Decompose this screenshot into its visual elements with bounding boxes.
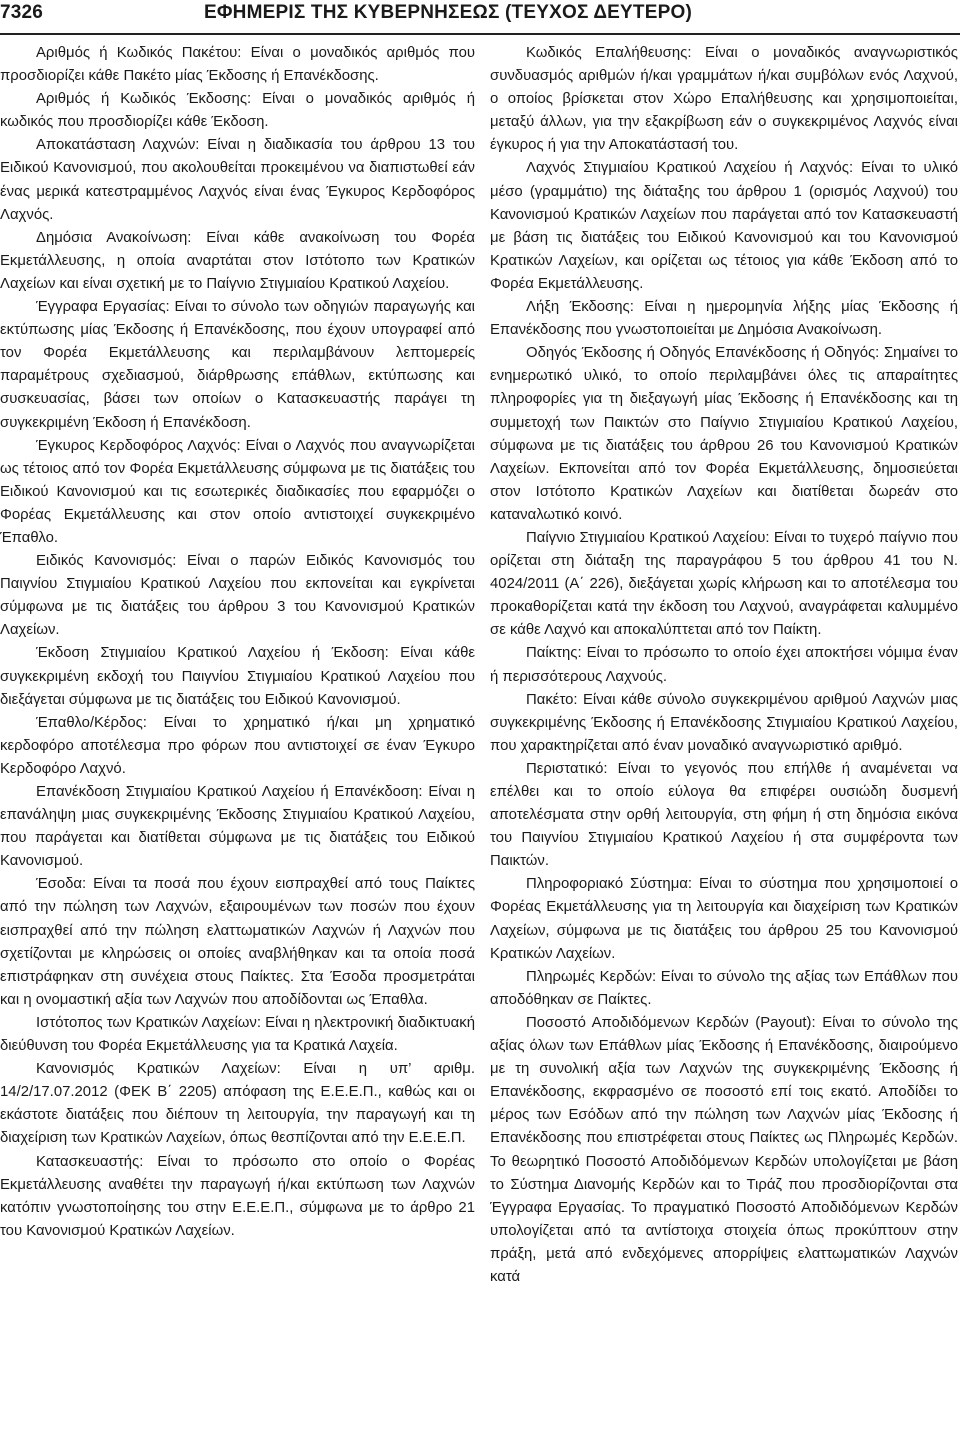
- definition-paragraph: Επανέκδοση Στιγμιαίου Κρατικού Λαχείου ή Επανέκδοση: Είναι η επανάληψη μιας συγκεκριμένης Έκδοσης Στιγμιαίου Κρατικού Λαχείου, που παράγεται και διατίθεται σύμφωνα με τις διατάξεις του Ειδικού Κανονισμού.: [0, 784, 475, 870]
- definition-paragraph: Έπαθλο/Κέρδος: Είναι το χρηματικό ή/και μη χρηματικό κερδοφόρο αποτέλεσμα προ φόρων που αντιστοιχεί σε έναν Έγκυρο Κερδοφόρο Λαχνό.: [0, 714, 475, 777]
- definition-paragraph: Πληρωμές Κερδών: Είναι το σύνολο της αξίας των Επάθλων που αποδόθηκαν σε Παίκτες.: [490, 968, 958, 1008]
- definition-paragraph: Παίγνιο Στιγμιαίου Κρατικού Λαχείου: Είναι το τυχερό παίγνιο που ορίζεται στη διάταξη της παραγράφου 5 του άρθρου 41 του Ν. 4024/2011 (Α΄ 226), διεξάγεται χωρίς κλήρωση και το αποτέλεσμα του προκαθορίζεται κατά την έκδοση του Λαχνού, αναγράφεται καλυμμένο σε κάθε Λαχνό και αποκαλύπτεται από τον Παίκτη.: [490, 529, 958, 639]
- definition-paragraph: Αποκατάσταση Λαχνών: Είναι η διαδικασία του άρθρου 13 του Ειδικού Κανονισμού, που ακολουθείται προκειμένου να διαπιστωθεί εάν ένας μερικά κατεστραμμένος Λαχνός είναι ένας Έγκυρος Κερδοφόρος Λαχνός.: [0, 137, 475, 223]
- definition-paragraph: Πακέτο: Είναι κάθε σύνολο συγκεκριμένου αριθμού Λαχνών μιας συγκεκριμένης Έκδοσης ή Επανέκδοσης Στιγμιαίου Κρατικού Λαχείου, που χαρακτηρίζεται από έναν μοναδικό αναγνωριστικό αριθμό.: [490, 691, 958, 754]
- definition-paragraph: Περιστατικό: Είναι το γεγονός που επήλθε ή αναμένεται να επέλθει και το οποίο εύλογα θα επιφέρει ουσιώδη δυσμενή αποτελέσματα στην ορθή λειτουργία, στη φήμη ή στη δημόσια εικόνα του Παιγνίου Στιγμιαίου Κρατικού Λαχείου ή στα συμφέροντα των Παικτών.: [490, 760, 958, 870]
- definition-paragraph: Κατασκευαστής: Είναι το πρόσωπο στο οποίο ο Φορέας Εκμετάλλευσης αναθέτει την παραγωγή ή/και εκτύπωση των Λαχνών κατόπιν γνωστοποίησης του στην Ε.Ε.Ε.Π., σύμφωνα με το άρθρο 21 του Κανονισμού Κρατικών Λαχείων.: [0, 1153, 475, 1239]
- definition-paragraph: Λαχνός Στιγμιαίου Κρατικού Λαχείου ή Λαχνός: Είναι το υλικό μέσο (γραμμάτιο) της διάταξης του άρθρου 1 (ορισμός Λαχνού) του Κανονισμού Κρατικών Λαχείων που παράγεται από τον Κατασκευαστή με βάση τις διατάξεις του Ειδικού Κανονισμού και του Κανονισμού Κρατικών Λαχείων, και ορίζεται ως τέτοιος για κάθε Έκδοση από το Φορέα Εκμετάλλευσης.: [490, 160, 958, 292]
- definition-paragraph: Δημόσια Ανακοίνωση: Είναι κάθε ανακοίνωση του Φορέα Εκμετάλλευσης, η οποία αναρτάται στον Ιστότοπο των Κρατικών Λαχείων και είναι σχετική με το Παίγνιο Στιγμιαίου Κρατικού Λαχείου.: [0, 229, 475, 292]
- definition-paragraph: Ειδικός Κανονισμός: Είναι ο παρών Ειδικός Κανονισμός του Παιγνίου Στιγμιαίου Κρατικού Λαχείου που εκπονείται και εγκρίνεται σύμφωνα με τις διατάξεις του άρθρου 3 του Κανονισμού Κρατικών Λαχείων.: [0, 553, 475, 639]
- definition-paragraph: Παίκτης: Είναι το πρόσωπο το οποίο έχει αποκτήσει νόμιμα έναν ή περισσότερους Λαχνούς.: [490, 645, 958, 685]
- definition-paragraph: Κανονισμός Κρατικών Λαχείων: Είναι η υπ’ αριθμ. 14/2/17.07.2012 (ΦΕΚ Β΄ 2205) απόφαση της Ε.Ε.Ε.Π., καθώς και οι εκάστοτε διατάξεις που διέπουν τη λειτουργία, την παραγωγή και τη διαχείριση των Κρατικών Λαχείων, όπως θεσπίζονται από την Ε.Ε.Ε.Π.: [0, 1061, 475, 1147]
- definition-paragraph: Αριθμός ή Κωδικός Έκδοσης: Είναι ο μοναδικός αριθμός ή κωδικός που προσδιορίζει κάθε Έκδοση.: [0, 91, 475, 131]
- right-column: [490, 42, 958, 1289]
- definition-paragraph: Ποσοστό Αποδιδόμενων Κερδών (Payout): Είναι το σύνολο της αξίας όλων των Επάθλων μίας Έκδοσης ή Επανέκδοσης, διαιρούμενο με τη συνολική αξία των Λαχνών της συγκεκριμένης Έκδοσης ή Επανέκδοσης, εκφρασμένο σε ποσοστό επί τοις εκατό. Αποδίδει το μέρος των Εσόδων από την πώληση των Λαχνών μίας Έκδοσης ή Επανέκδοσης που επιστρέφεται στους Παίκτες ως Πληρωμές Κερδών. Το θεωρητικό Ποσοστό Αποδιδόμενων Κερδών υπολογίζεται με βάση το Σύστημα Διανομής Κερδών και το Τιράζ που προσδιορίζονται στα Έγγραφα Εργασίας. Το πραγματικό Ποσοστό Αποδιδόμενων Κερδών υπολογίζεται από τα αντίστοιχα στοιχεία όπως προκύπτουν στην πράξη, μετά από ενδεχόμενες απορρίψεις ελαττωματικών Λαχνών κατά: [490, 1014, 958, 1285]
- definition-paragraph: Πληροφοριακό Σύστημα: Είναι το σύστημα που χρησιμοποιεί ο Φορέας Εκμετάλλευσης για τη λειτουργία και διαχείριση των Κρατικών Λαχείων, σύμφωνα με τις διατάξεις του άρθρου 25 του Κανονισμού Κρατικών Λαχείων.: [490, 876, 958, 962]
- definition-paragraph: Οδηγός Έκδοσης ή Οδηγός Επανέκδοσης ή Οδηγός: Σημαίνει το ενημερωτικό υλικό, το οποίο περιλαμβάνει όλες τις απαραίτητες πληροφορίες για τη διεξαγωγή μίας Έκδοσης ή Επανέκδοσης και τη συμμετοχή των Παικτών στο Παίγνιο Στιγμιαίου Κρατικού Λαχείου, σύμφωνα με τις διατάξεις του άρθρου 26 του Κανονισμού Κρατικών Λαχείων. Εκπονείται από τον Φορέα Εκμετάλλευσης, δημοσιεύεται στον Ιστότοπο Κρατικών Λαχείων και διατίθεται δωρεάν στο καταναλωτικό κοινό.: [490, 345, 958, 523]
- definition-paragraph: Κωδικός Επαλήθευσης: Είναι ο μοναδικός αναγνωριστικός συνδυασμός αριθμών ή/και γραμμάτων ή/και συμβόλων ενός Λαχνού, ο οποίος βρίσκεται στον Χώρο Επαλήθευσης και χρησιμοποιείται, μεταξύ άλλων, για την εξακρίβωση εάν ο συγκεκριμένος Λαχνός είναι έγκυρος ή για την Αποκατάστασή του.: [490, 45, 958, 154]
- definition-paragraph: Έσοδα: Είναι τα ποσά που έχουν εισπραχθεί από τους Παίκτες από την πώληση των Λαχνών, εξαιρουμένων των ποσών που έχουν εισπραχθεί από την πώληση ελαττωματικών Λαχνών ή Λαχνών που σχετίζονται με κληρώσεις οι οποίες αναβλήθηκαν και τα οποία ποσά επιστράφηκαν στη συνέχεια στους Παίκτες. Στα Έσοδα προσμετράται και η ονομαστική αξία των Λαχνών που αποδίδονται ως Έπαθλα.: [0, 876, 475, 1008]
- definition-paragraph: Αριθμός ή Κωδικός Πακέτου: Είναι ο μοναδικός αριθμός που προσδιορίζει κάθε Πακέτο μίας Έκδοσης ή Επανέκδοσης.: [0, 45, 475, 85]
- page-header: [0, 0, 960, 30]
- page-number: 7326: [0, 2, 44, 23]
- journal-title: ΕΦΗΜΕΡΙΣ ΤΗΣ ΚΥΒΕΡΝΗΣΕΩΣ (ΤΕΥΧΟΣ ΔΕΥΤΕΡΟ): [204, 2, 692, 23]
- definition-paragraph: Έγκυρος Κερδοφόρος Λαχνός: Είναι ο Λαχνός που αναγνωρίζεται ως τέτοιος από τον Φορέα Εκμετάλλευσης σύμφωνα με τις διατάξεις του Ειδικού Κανονισμού και τις εσωτερικές διαδικασίες που εφαρμόζει ο Φορέας Εκμετάλλευσης και στον οποίο αντιστοιχεί συγκεκριμένο Έπαθλο.: [0, 437, 475, 546]
- definition-paragraph: Λήξη Έκδοσης: Είναι η ημερομηνία λήξης μίας Έκδοσης ή Επανέκδοσης που γνωστοποιείται με Δημόσια Ανακοίνωση.: [490, 299, 958, 339]
- definition-paragraph: Έκδοση Στιγμιαίου Κρατικού Λαχείου ή Έκδοση: Είναι κάθε συγκεκριμένη εκδοχή του Παιγνίου Στιγμιαίου Κρατικού Λαχείου που διεξάγεται σύμφωνα με τις διατάξεις του Ειδικού Κανονισμού.: [0, 645, 475, 708]
- definition-paragraph: Έγγραφα Εργασίας: Είναι το σύνολο των οδηγιών παραγωγής και εκτύπωσης μίας Έκδοσης ή Επανέκδοσης, που έχουν υπογραφεί από τον Φορέα Εκμετάλλευσης και περιλαμβάνουν λεπτομερείς παραμέτρους σχεδιασμού, διάρθρωσης επάθλων, εκτύπωσης και συσκευασίας, βάσει των οποίων ο Κατασκευαστής παράγει τη συγκεκριμένη Έκδοση ή Επανέκδοση.: [0, 299, 475, 431]
- left-column: [0, 42, 475, 1243]
- header-rule: [0, 33, 960, 35]
- definition-paragraph: Ιστότοπος των Κρατικών Λαχείων: Είναι η ηλεκτρονική διαδικτυακή διεύθυνση του Φορέα Εκμετάλλευσης για τα Κρατικά Λαχεία.: [0, 1014, 475, 1055]
